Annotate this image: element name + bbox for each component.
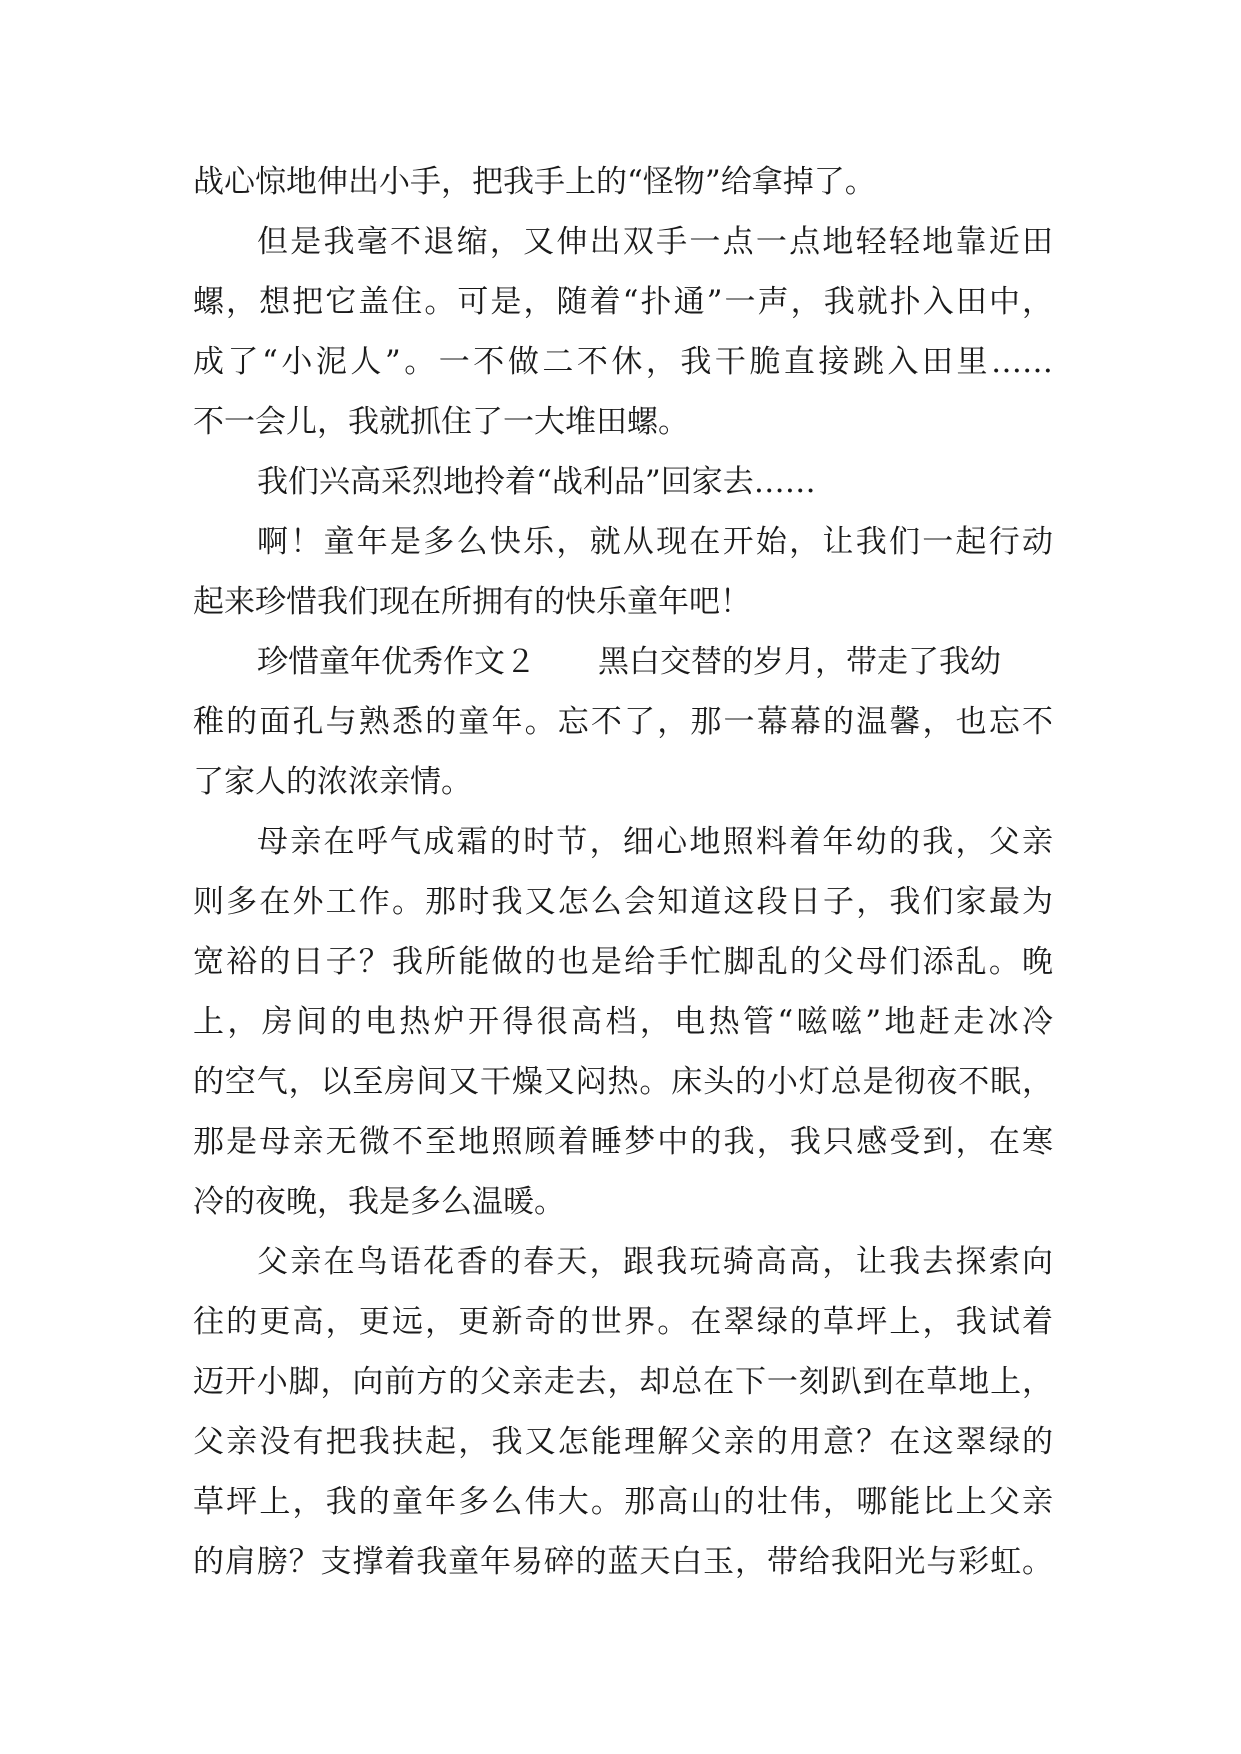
- text-line: 但是我毫不退缩，又伸出双手一点一点地轻轻地靠近田: [257, 224, 1053, 260]
- text-line: 稚的面孔与熟悉的童年。忘不了，那一幕幕的温馨，也忘不: [193, 704, 1053, 740]
- text-line: 的肩膀？支撑着我童年易碎的蓝天白玉，带给我阳光与彩虹。: [193, 1544, 1053, 1580]
- text-line: 战心惊地伸出小手，把我手上的“怪物”给拿掉了。: [193, 164, 876, 200]
- text-line: 啊！童年是多么快乐，就从现在开始，让我们一起行动: [257, 524, 1053, 560]
- text-line: 宽裕的日子？我所能做的也是给手忙脚乱的父母们添乱。晚: [193, 944, 1053, 980]
- text-line-continuation: 黑白交替的岁月，带走了我幼: [598, 644, 1001, 680]
- text-line: 不一会儿，我就抓住了一大堆田螺。: [193, 404, 689, 440]
- text-line: 了家人的浓浓亲情。: [193, 764, 472, 800]
- text-line: 上，房间的电热炉开得很高档，电热管“嗞嗞”地赶走冰冷: [193, 1004, 1053, 1040]
- text-line: 成了“小泥人”。一不做二不休，我干脆直接跳入田里……: [193, 344, 1053, 380]
- text-line: 那是母亲无微不至地照顾着睡梦中的我，我只感受到，在寒: [193, 1124, 1053, 1160]
- text-line: 迈开小脚，向前方的父亲走去，却总在下一刻趴到在草地上，: [193, 1364, 1053, 1400]
- text-line: 草坪上，我的童年多么伟大。那高山的壮伟，哪能比上父亲: [193, 1484, 1053, 1520]
- text-line: 则多在外工作。那时我又怎么会知道这段日子，我们家最为: [193, 884, 1053, 920]
- essay-heading: 珍惜童年优秀作文２: [257, 644, 536, 680]
- text-line: 往的更高，更远，更新奇的世界。在翠绿的草坪上，我试着: [193, 1304, 1053, 1340]
- text-line: 的空气，以至房间又干燥又闷热。床头的小灯总是彻夜不眠，: [193, 1064, 1053, 1100]
- text-line: 父亲没有把我扶起，我又怎能理解父亲的用意？在这翠绿的: [193, 1424, 1053, 1460]
- text-line: 起来珍惜我们现在所拥有的快乐童年吧！: [193, 584, 751, 620]
- text-line: 螺，想把它盖住。可是，随着“扑通”一声，我就扑入田中，: [193, 284, 1053, 320]
- text-line: 母亲在呼气成霜的时节，细心地照料着年幼的我，父亲: [257, 824, 1053, 860]
- essay-text: [193, 152, 1053, 1592]
- text-line-with-heading: [193, 632, 1053, 692]
- text-line: 冷的夜晚，我是多么温暖。: [193, 1184, 565, 1220]
- text-line: 父亲在鸟语花香的春天，跟我玩骑高高，让我去探索向: [257, 1244, 1053, 1280]
- text-line: 我们兴高采烈地拎着“战利品”回家去……: [257, 464, 816, 500]
